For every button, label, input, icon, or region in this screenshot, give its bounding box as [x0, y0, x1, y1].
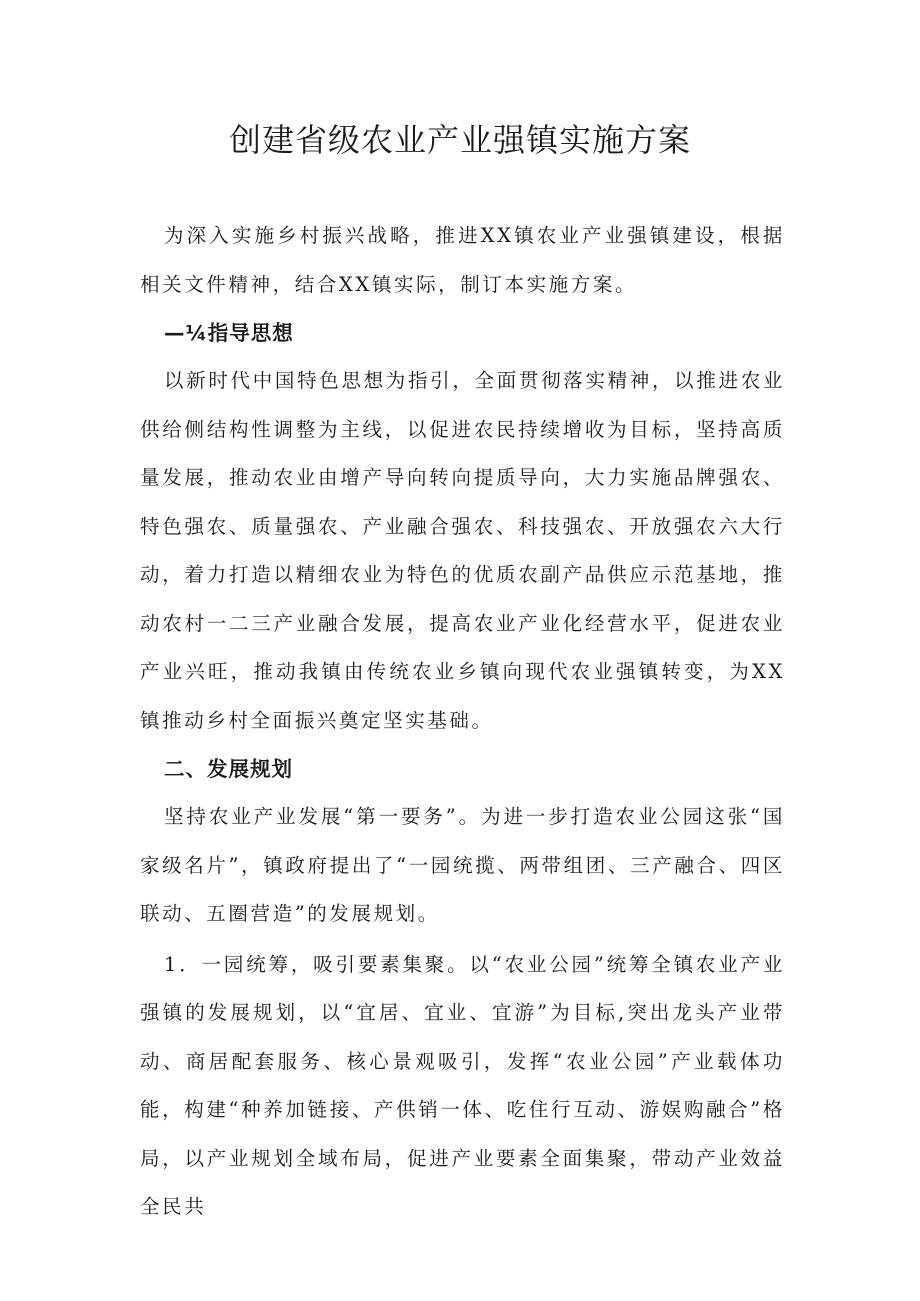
document-body: [140, 212, 785, 1232]
section-heading-guiding-ideology: —¼指导思想: [164, 321, 294, 345]
guiding-ideology-paragraph: 以新时代中国特色思想为指引，全面贯彻落实精神，以推进农业供给侧结构性调整为主线，以促进农民持续增收为目标，坚持高质量发展，推动农业由增产导向转向提质导向，大力实施品牌强农、特色强农、质量强农、产业融合强农、科技强农、开放强农六大行动，着力打造以精细农业为特色的优质农副产品供应示范基地，推动农村一二三产业融合发展，提高农业产业化经营水平，促进农业产业兴旺，推动我镇由传统农业乡镇向现代农业强镇转变，为XX镇推动乡村全面振兴奠定坚实基础。: [140, 369, 785, 732]
intro-paragraph: 为深入实施乡村振兴战略，推进XX镇农业产业强镇建设，根据相关文件精神，结合XX镇实际，制订本实施方案。: [140, 224, 785, 296]
plan-item-1-paragraph: 1．一园统筹，吸引要素集聚。以“农业公园”统筹全镇农业产业强镇的发展规划，以“宜居、宜业、宜游”为目标,突出龙头产业带动、商居配套服务、核心景观吸引，发挥“农业公园”产业载体功能，构建“种养加链接、产供销一体、吃住行互动、游娱购融合”格局，以产业规划全域布局，促进产业要素全面集聚，带动产业效益全民共: [140, 952, 785, 1218]
section-heading-development-plan: 二、发展规划: [164, 757, 293, 781]
document-title: 创建省级农业产业强镇实施方案: [228, 121, 691, 159]
development-plan-paragraph: 坚持农业产业发展“第一要务”。为进一步打造农业公园这张“国家级名片”，镇政府提出了“一园统揽、两带组团、三产融合、四区联动、五圈营造”的发展规划。: [140, 805, 785, 925]
